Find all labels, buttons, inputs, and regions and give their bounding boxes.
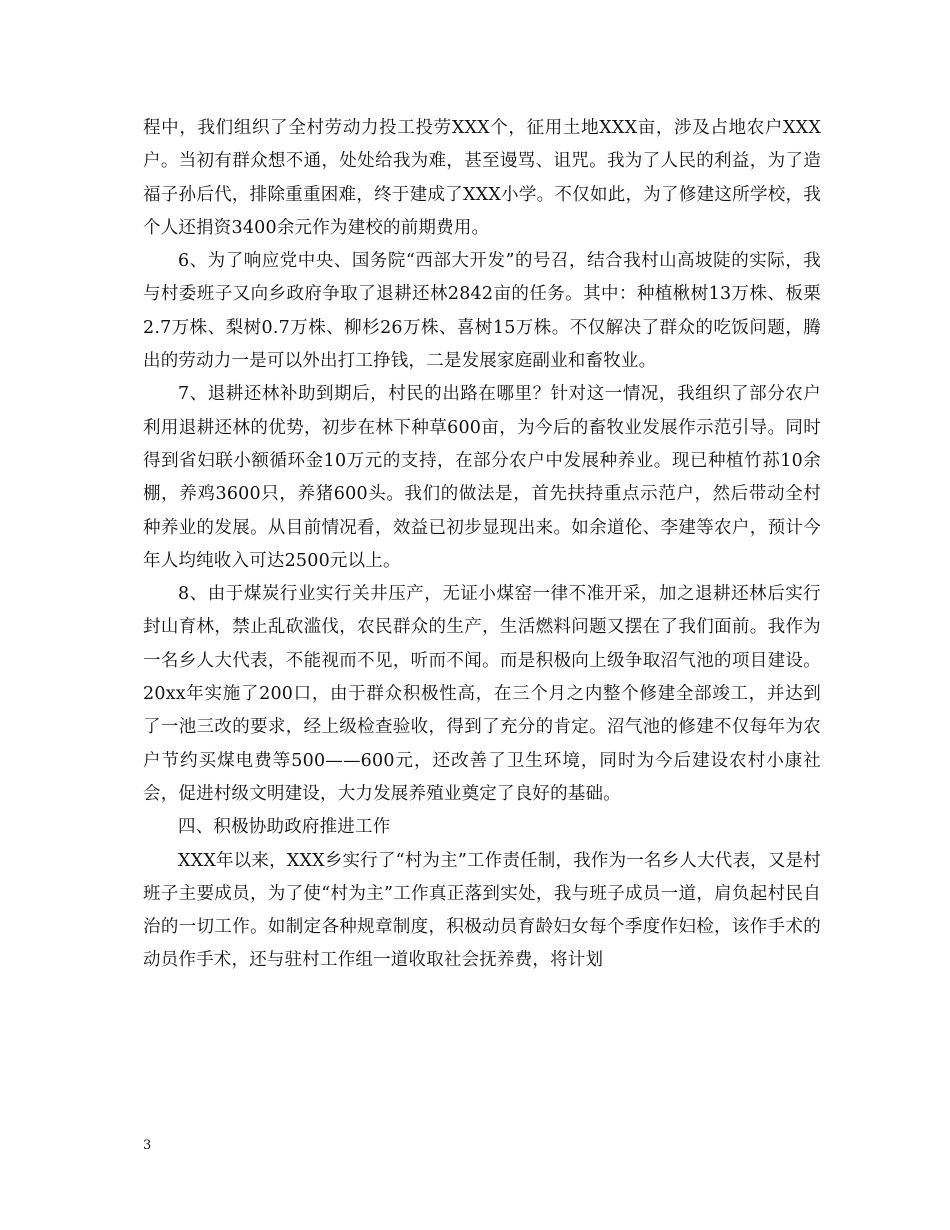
document-body (143, 112, 821, 978)
paragraph-item-8: 8、由于煤炭行业实行关井压产，无证小煤窑一律不准开采，加之退耕还林后实行封山育林，禁止乱砍滥伐，农民群众的生产，生活燃料问题又摆在了我们面前。我作为一名乡人大代表，不能视而不见，听而不闻。而是积极向上级争取沼气池的项目建设。20xx年实施了200口，由于群众积极性高，在三个月之内整个修建全部竣工，并达到了一池三改的要求，经上级检查验收，得到了充分的肯定。沼气池的修建不仅每年为农户节约买煤电费等500——600元，还改善了卫生环境，同时为今后建设农村小康社会，促进村级文明建设，大力发展养殖业奠定了良好的基础。 (143, 584, 821, 804)
paragraph-section-4-body: XXX年以来，XXX乡实行了“村为主”工作责任制，我作为一名乡人大代表，又是村班子主要成员，为了使“村为主”工作真正落到实处，我与班子成员一道，肩负起村民自治的一切工作。如制定各种规章制度，积极动员育龄妇女每个季度作妇检，该作手术的动员作手术，还与驻村工作组一道收取社会抚养费，将计划 (143, 850, 821, 971)
paragraph-continued: 程中，我们组织了全村劳动力投工投劳XXX个，征用土地XXX亩，涉及占地农户XXX户。当初有群众想不通，处处给我为难，甚至谩骂、诅咒。我为了人民的利益，为了造福子孙后代，排除重重困难，终于建成了XXX小学。不仅如此，为了修建这所学校，我个人还捐资3400余元作为建校的前期费用。 (143, 118, 821, 238)
page-number: 3 (143, 1138, 152, 1153)
section-heading-4: 四、积极协助政府推进工作 (178, 817, 391, 838)
paragraph-item-6: 6、为了响应党中央、国务院“西部大开发”的号召，结合我村山高坡陡的实际，我与村委班子又向乡政府争取了退耕还林2842亩的任务。其中：种植楸树13万株、板栗2.7万株、梨树0.7万株、柳杉26万株、喜树15万株。不仅解决了群众的吃饭问题，腾出的劳动力一是可以外出打工挣钱，二是发展家庭副业和畜牧业。 (143, 251, 821, 372)
paragraph-item-7: 7、退耕还林补助到期后，村民的出路在哪里？针对这一情况，我组织了部分农户利用退耕还林的优势，初步在林下种草600亩，为今后的畜牧业发展作示范引导。同时得到省妇联小额循环金10万元的支持，在部分农户中发展种养业。现已种植竹荪10余棚，养鸡3600只，养猪600头。我们的做法是，首先扶持重点示范户，然后带动全村种养业的发展。从目前情况看，效益已初步显现出来。如余道伦、李建等农户，预计今年人均纯收入可达2500元以上。 (143, 384, 821, 571)
